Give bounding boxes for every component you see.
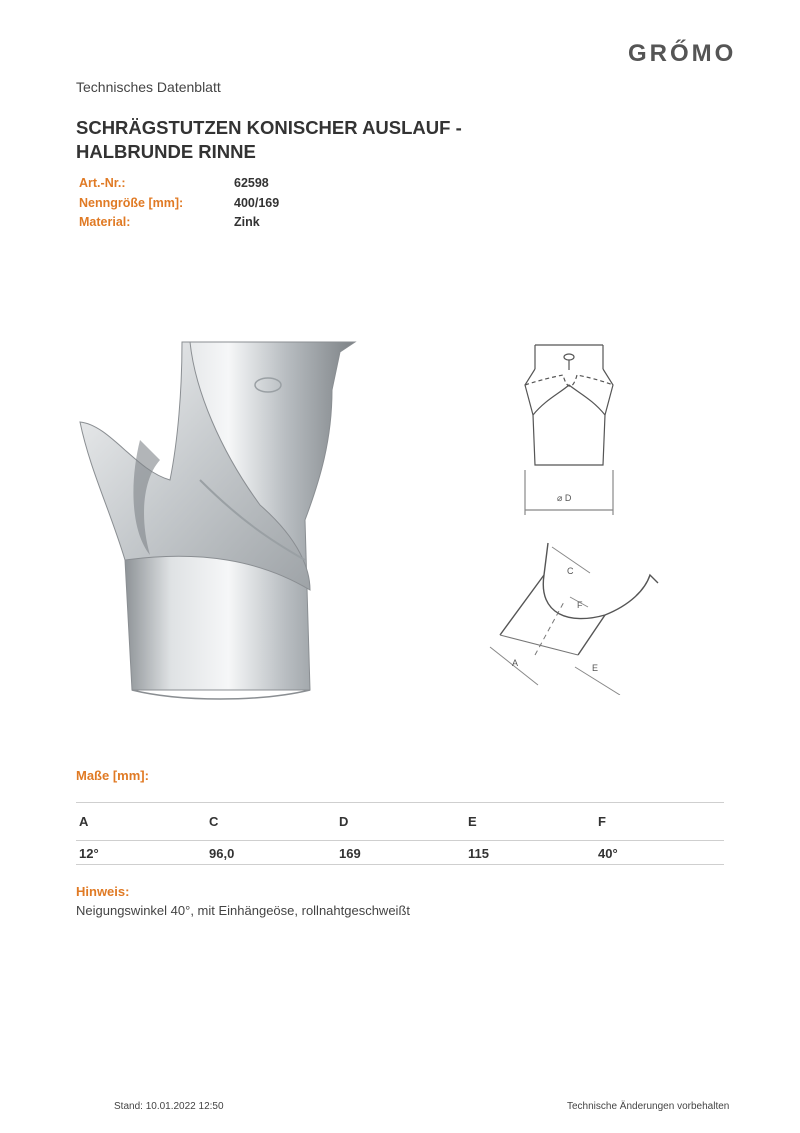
- side-view-drawing: [480, 535, 670, 695]
- table-value-c: 96,0: [209, 846, 235, 861]
- dimension-c-label: C: [567, 566, 574, 576]
- product-title-line1: SCHRÄGSTUTZEN KONISCHER AUSLAUF -: [76, 117, 462, 138]
- table-value-e: 115: [468, 846, 489, 861]
- article-number-value: 62598: [234, 176, 269, 190]
- nominal-size-label: Nenngröße [mm]:: [79, 196, 184, 210]
- diameter-label: ⌀ D: [557, 493, 572, 503]
- table-header-d: D: [339, 814, 349, 829]
- table-value-f: 40°: [598, 846, 618, 861]
- footer-disclaimer: Technische Änderungen vorbehalten: [567, 1101, 730, 1112]
- table-header-rule: [76, 840, 724, 841]
- table-value-a: 12°: [79, 846, 99, 861]
- footer-date: Stand: 10.01.2022 12:50: [114, 1101, 224, 1112]
- table-header-f: F: [598, 814, 606, 829]
- product-title: [76, 116, 576, 164]
- nominal-size-value: 400/169: [234, 196, 280, 210]
- note-text: Neigungswinkel 40°, mit Einhängeöse, rollnahtgeschweißt: [76, 903, 410, 918]
- table-header-c: C: [209, 814, 219, 829]
- table-value-d: 169: [339, 846, 361, 861]
- dimensions-label: Maße [mm]:: [76, 768, 149, 783]
- dimension-a-label: A: [512, 658, 519, 668]
- dimension-e-label: E: [592, 663, 599, 673]
- article-number-label: Art.-Nr.:: [79, 176, 126, 190]
- document-subtitle: Technisches Datenblatt: [76, 79, 221, 95]
- note-label: Hinweis:: [76, 884, 130, 899]
- brand-logo: GRŐMO: [628, 40, 737, 67]
- dimension-f-label: F: [577, 600, 583, 610]
- table-header-a: A: [79, 814, 89, 829]
- product-photo: [70, 330, 370, 700]
- table-header-e: E: [468, 814, 477, 829]
- material-label: Material:: [79, 215, 131, 229]
- table-top-rule: [76, 802, 724, 803]
- material-value: Zink: [234, 215, 260, 229]
- product-title-line2: HALBRUNDE RINNE: [76, 141, 256, 162]
- table-bottom-rule: [76, 864, 724, 865]
